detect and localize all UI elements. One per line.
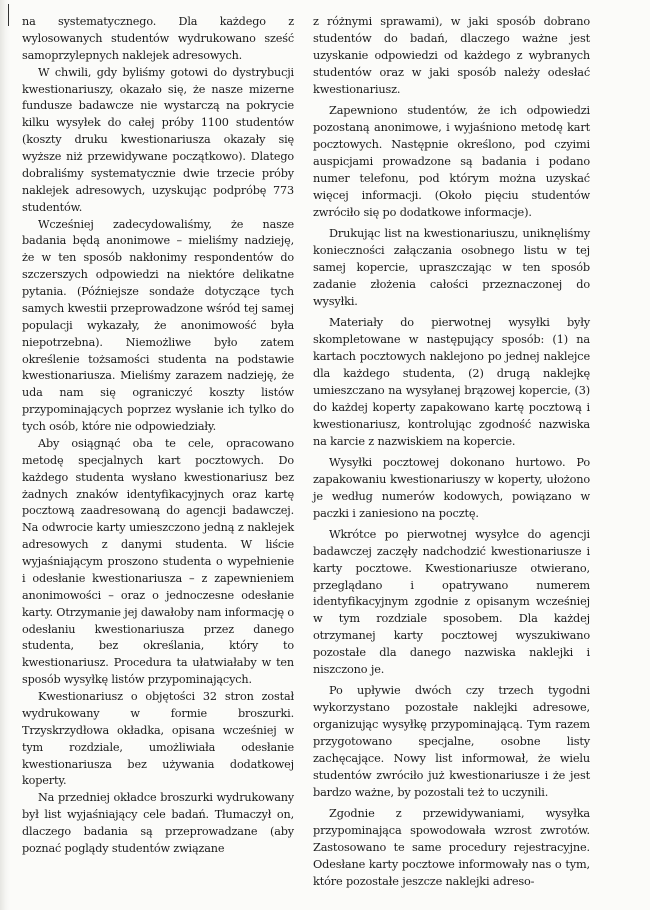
left-text-column: [22, 14, 294, 858]
left-paragraph-5: Kwestionariusz o objętości 32 stron został wydrukowany w formie broszurki. Trzyskrzydłowa okładka, opisana wcześniej w tym rozdziale, umożliwiała odesłanie kwestionariusza bez używania dodatkowej koperty.: [22, 690, 294, 788]
right-paragraph-3: Drukując list na kwestionariuszu, uniknęliśmy konieczności załączania osobnego listu w tej samej kopercie, upraszczając w ten sposób zadanie złożenia całości przeznaczonej do wysyłki.: [313, 226, 590, 308]
left-paragraph-2: W chwili, gdy byliśmy gotowi do dystrybucji kwestionariuszy, okazało się, że nasze mizerne fundusze badawcze nie wystarczą na pokrycie kilku wysyłek do całej próby 1100 studentów (koszty druku kwestionariusza okazały się wyższe niż przewidywane początkowo). Dlatego dobraliśmy systematycznie dwie trzecie próby naklejek adresowych, uzyskując podpróbę 773 studentów.: [22, 65, 294, 214]
left-paragraph-3: Wcześniej zadecydowaliśmy, że nasze badania będą anonimowe – mieliśmy nadzieję, że w ten sposób nakłonimy respondentów do szczerszych odpowiedzi na niektóre delikatne pytania. (Późniejsze sondaże dotyczące tych samych kwestii przeprowadzone wśród tej samej populacji wykazały, że anonimowość była niepotrzebna). Niemożliwe było zatem określenie tożsamości studenta na podstawie kwestionariusza. Mieliśmy zarazem nadzieję, że uda nam się ograniczyć koszty listów przypominających poprzez wysłanie ich tylko do tych osób, które nie odpowiedziały.: [22, 217, 294, 433]
right-paragraph-2: Zapewniono studentów, że ich odpowiedzi pozostaną anonimowe, i wyjaśniono metodę kart pocztowych. Następnie określono, pod czyimi auspicjami prowadzone są badania i podano numer telefonu, pod którym można uzyskać więcej informacji. (Około pięciu studentów zwróciło się po dodatkowe informacje).: [313, 103, 590, 219]
right-paragraph-7: Po upływie dwóch czy trzech tygodni wykorzystano pozostałe naklejki adresowe, organizując wysyłkę przypominającą. Tym razem przygotowano specjalne, osobne listy zachęcające. Nowy list informował, że wielu studentów zwróciło już kwestionariusze i że jest bardzo ważne, by pozostali też to uczynili.: [313, 684, 590, 800]
binding-mark: [8, 4, 9, 26]
right-paragraph-4: Materiały do pierwotnej wysyłki były skompletowane w następujący sposób: (1) na kartach pocztowych naklejono po jednej naklejce dla każdego studenta, (2) drugą naklejkę umieszczano na wysyłanej brązowej kopercie, (3) do każdej koperty zapakowano kartę pocztową i kwestionariusz, kontrolując zgodność nazwiska na karcie z nazwiskiem na kopercie.: [313, 315, 590, 448]
right-paragraph-1: z różnymi sprawami), w jaki sposób dobrano studentów do badań, dlaczego ważne jest uzyskanie odpowiedzi od każdego z wybranych studentów oraz w jaki sposób należy odesłać kwestionariusz.: [313, 15, 590, 96]
left-paragraph-1: na systematycznego. Dla każdego z wylosowanych studentów wydrukowano sześć samoprzylepnych naklejek adresowych.: [22, 15, 294, 62]
right-paragraph-6: Wkrótce po pierwotnej wysyłce do agencji badawczej zaczęły nadchodzić kwestionariusze i karty pocztowe. Kwestionariusze otwierano, przeglądano i opatrywano numerem identyfikacyjnym zgodnie z opisanym wcześniej w tym rozdziale sposobem. Dla każdej otrzymanej karty pocztowej wyszukiwano pozostałe dla danego nazwiska naklejki i niszczono je.: [313, 527, 590, 677]
right-paragraph-5: Wysyłki pocztowej dokonano hurtowo. Po zapakowaniu kwestionariuszy w koperty, ułożono je według numerów kodowych, powiązano w paczki i zaniesiono na pocztę.: [313, 455, 590, 520]
right-paragraph-8: Zgodnie z przewidywaniami, wysyłka przypominająca spowodowała wzrost zwrotów. Zastosowano te same procedury rejestracyjne. Odesłane karty pocztowe informowały nas o tym, które pozostałe jeszcze naklejki adreso-: [313, 807, 590, 889]
right-text-column: [313, 14, 590, 891]
book-binding-shadow: [0, 0, 10, 910]
left-paragraph-6: Na przedniej okładce broszurki wydrukowany był list wyjaśniający cele badań. Tłumaczył on, dlaczego badania są przeprowadzane (aby poznać poglądy studentów związane: [22, 791, 294, 855]
left-paragraph-4: Aby osiągnąć oba te cele, opracowano metodę specjalnych kart pocztowych. Do każdego studenta wysłano kwestionariusz bez żadnych znaków identyfikacyjnych oraz kartę pocztową zaadresowaną do agencji badawczej. Na odwrocie karty umieszczono jedną z naklejek adresowych z danymi studenta. W liście wyjaśniającym proszono studenta o wypełnienie i odesłanie kwestionariusza – z zapewnieniem anonimowości – oraz o jednoczesne odesłanie karty. Otrzymanie jej dawałoby nam informację o odesłaniu kwestionariusza przez danego studenta, bez określania, który to kwestionariusz. Procedura ta ułatwiałaby w ten sposób wysyłkę listów przypominających.: [22, 436, 294, 687]
